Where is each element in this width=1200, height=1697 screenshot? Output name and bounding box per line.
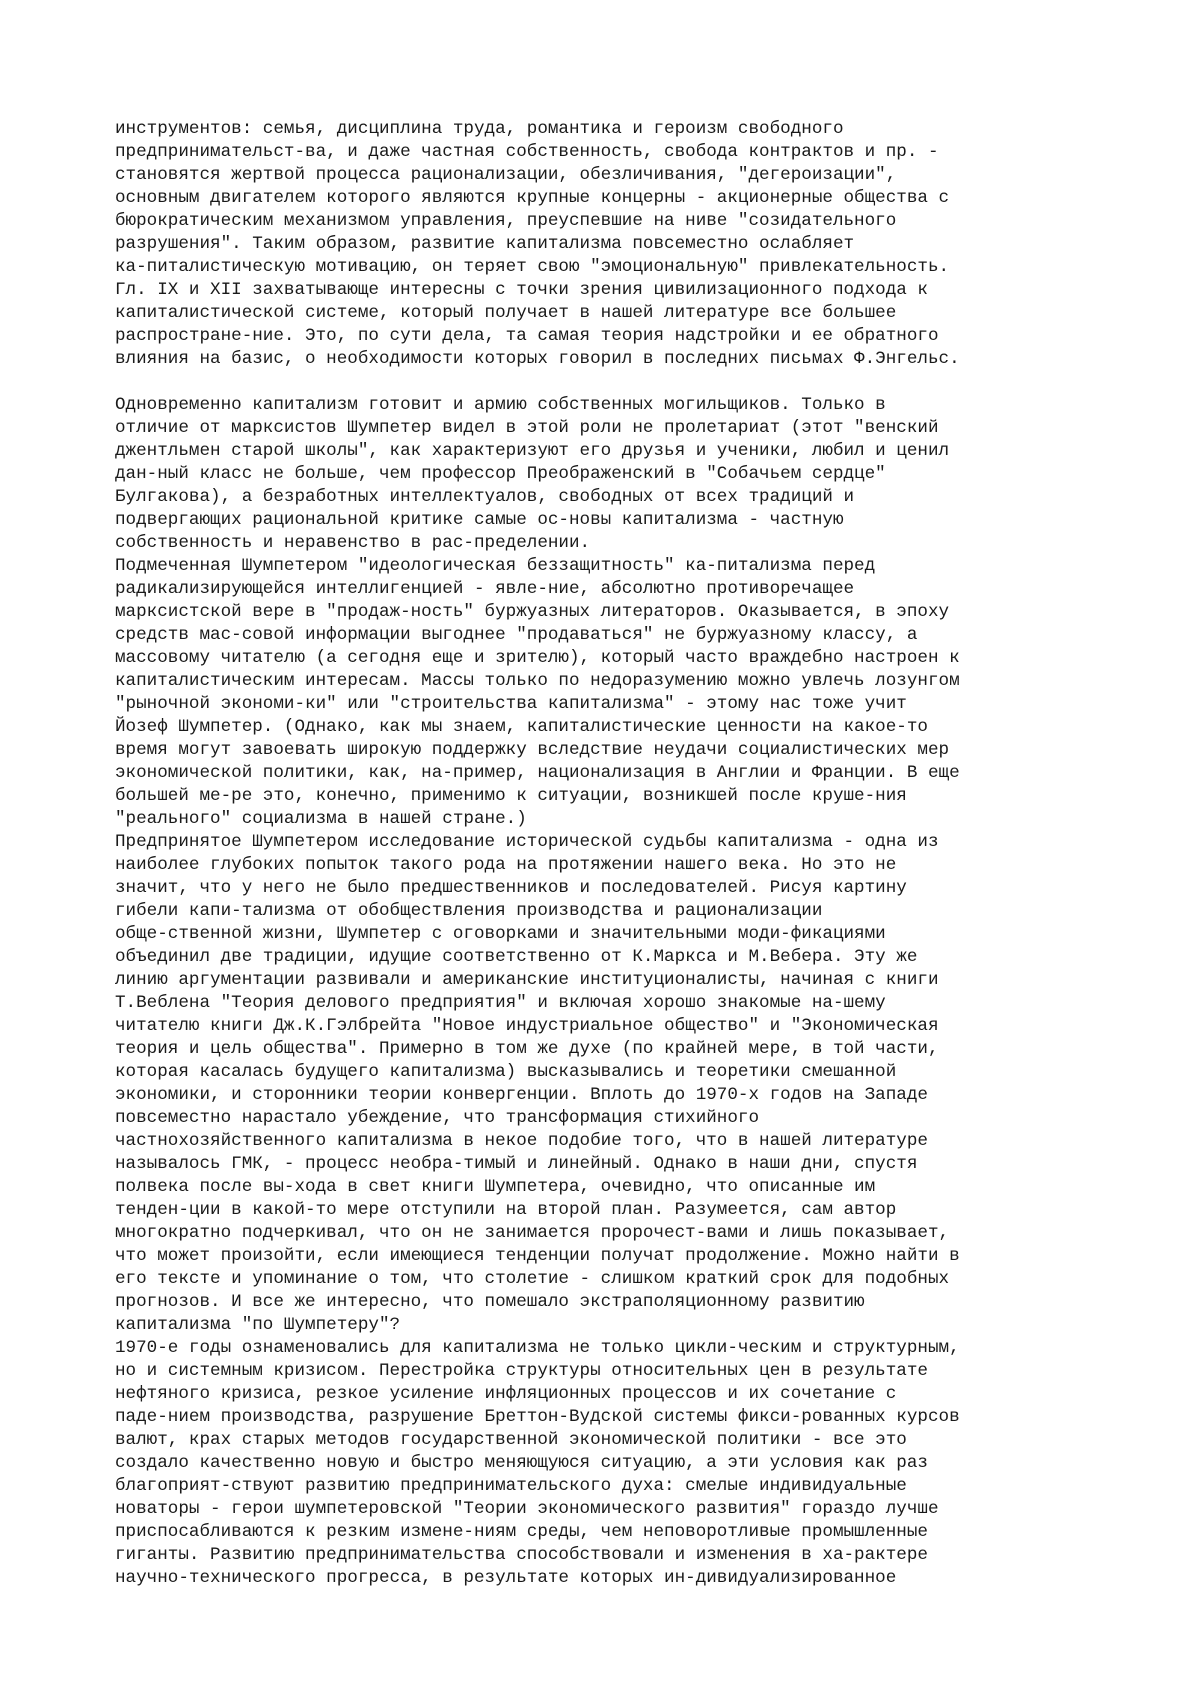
text-line: повсеместно нарастало убеждение, что трансформация стихийного bbox=[115, 1108, 760, 1128]
text-line: основным двигателем которого являются крупные концерны - акционерные общества с bbox=[115, 188, 950, 208]
text-line: Подмеченная Шумпетером "идеологическая беззащитность" ка-питализма перед bbox=[115, 556, 876, 576]
text-line: собственность и неравенство в рас-пределении. bbox=[115, 533, 591, 553]
text-line: гиганты. Развитию предпринимательства способствовали и изменения в ха-рактере bbox=[115, 1545, 928, 1565]
text-line: его тексте и упоминание о том, что столетие - слишком краткий срок для подобных bbox=[115, 1269, 950, 1289]
text-line: влияния на базис, о необходимости которых говорил в последних письмах Ф.Энгельс. bbox=[115, 349, 960, 369]
paragraph bbox=[115, 394, 1190, 1590]
text-line: Гл. IX и XII захватывающе интересны с точки зрения цивилизационного подхода к bbox=[115, 280, 928, 300]
text-line: капиталистической системе, который получает в нашей литературе все большее bbox=[115, 303, 897, 323]
text-line: "рыночной экономи-ки" или "строительства капитализма" - этому нас тоже учит bbox=[115, 694, 907, 714]
text-line: которая касалась будущего капитализма) высказывались и теоретики смешанной bbox=[115, 1062, 897, 1082]
text-line: большей ме-ре это, конечно, применимо к ситуации, возникшей после круше-ния bbox=[115, 786, 907, 806]
text-line: капиталистическим интересам. Массы только по недоразумению можно увлечь лозунгом bbox=[115, 671, 960, 691]
text-line: новаторы - герои шумпетеровской "Теории экономического развития" гораздо лучше bbox=[115, 1499, 939, 1519]
text-line: дан-ный класс не больше, чем профессор Преображенский в "Собачьем сердце" bbox=[115, 464, 886, 484]
text-line: средств мас-совой информации выгоднее "продаваться" не буржуазному классу, а bbox=[115, 625, 918, 645]
text-line: 1970-е годы ознаменовались для капитализма не только цикли-ческим и структурным, bbox=[115, 1338, 960, 1358]
text-line: паде-нием производства, разрушение Бреттон-Вудской системы фикси-рованных курсов bbox=[115, 1407, 960, 1427]
text-line: называлось ГМК, - процесс необра-тимый и линейный. Однако в наши дни, спустя bbox=[115, 1154, 918, 1174]
text-line: научно-технического прогресса, в результате которых ин-дивидуализированное bbox=[115, 1568, 897, 1588]
text-line: значит, что у него не было предшественников и последователей. Рисуя картину bbox=[115, 878, 907, 898]
text-line: создало качественно новую и быстро меняющуюся ситуацию, а эти условия как раз bbox=[115, 1453, 928, 1473]
text-line: теория и цель общества". Примерно в том же духе (по крайней мере, в той части, bbox=[115, 1039, 939, 1059]
text-line: Йозеф Шумпетер. (Однако, как мы знаем, капиталистические ценности на какое-то bbox=[115, 717, 928, 737]
text-line: бюрократическим механизмом управления, преуспевшие на ниве "созидательного bbox=[115, 211, 897, 231]
text-line: наиболее глубоких попыток такого рода на протяжении нашего века. Но это не bbox=[115, 855, 897, 875]
text-line: многократно подчеркивал, что он не занимается пророчест-вами и лишь показывает, bbox=[115, 1223, 950, 1243]
text-line: приспосабливаются к резким измене-ниям среды, чем неповоротливые промышленные bbox=[115, 1522, 928, 1542]
text-line: Предпринятое Шумпетером исследование исторической судьбы капитализма - одна из bbox=[115, 832, 939, 852]
text-line: время могут завоевать широкую поддержку вследствие неудачи социалистических мер bbox=[115, 740, 950, 760]
text-line: марксистской вере в "продаж-ность" буржуазных литераторов. Оказывается, в эпоху bbox=[115, 602, 950, 622]
text-line: что может произойти, если имеющиеся тенденции получат продолжение. Можно найти в bbox=[115, 1246, 960, 1266]
paragraph bbox=[115, 118, 1190, 371]
text-line: обще-ственной жизни, Шумпетер с оговорками и значительными моди-фикациями bbox=[115, 924, 886, 944]
text-line: линию аргументации развивали и американские институционалисты, начиная с книги bbox=[115, 970, 939, 990]
text-line: разрушения". Таким образом, развитие капитализма повсеместно ослабляет bbox=[115, 234, 855, 254]
text-line: "реального" социализма в нашей стране.) bbox=[115, 809, 527, 829]
text-line: радикализирующейся интеллигенцией - явле-ние, абсолютно противоречащее bbox=[115, 579, 855, 599]
text-line: экономической политики, как, на-пример, национализация в Англии и Франции. В еще bbox=[115, 763, 960, 783]
text-line: гибели капи-тализма от обобществления производства и рационализации bbox=[115, 901, 823, 921]
text-line: читателю книги Дж.К.Гэлбрейта "Новое индустриальное общество" и "Экономическая bbox=[115, 1016, 939, 1036]
text-line: валют, крах старых методов государственной экономической политики - все это bbox=[115, 1430, 907, 1450]
text-line: нефтяного кризиса, резкое усиление инфляционных процессов и их сочетание с bbox=[115, 1384, 897, 1404]
text-line: благоприят-ствуют развитию предпринимательского духа: смелые индивидуальные bbox=[115, 1476, 907, 1496]
text-line: отличие от марксистов Шумпетер видел в этой роли не пролетариат (этот "венский bbox=[115, 418, 939, 438]
paragraph-gap bbox=[115, 371, 1190, 394]
document-page bbox=[115, 118, 1190, 1590]
text-line: Одновременно капитализм готовит и армию собственных могильщиков. Только в bbox=[115, 395, 886, 415]
text-line: объединил две традиции, идущие соответственно от К.Маркса и М.Вебера. Эту же bbox=[115, 947, 918, 967]
text-line: инструментов: семья, дисциплина труда, романтика и героизм свободного bbox=[115, 119, 844, 139]
text-line: частнохозяйственного капитализма в некое подобие того, что в нашей литературе bbox=[115, 1131, 928, 1151]
text-line: Булгакова), а безработных интеллектуалов, свободных от всех традиций и bbox=[115, 487, 855, 507]
text-line: тенден-ции в какой-то мере отступили на второй план. Разумеется, сам автор bbox=[115, 1200, 897, 1220]
text-line: прогнозов. И все же интересно, что помешало экстраполяционному развитию bbox=[115, 1292, 865, 1312]
text-line: полвека после вы-хода в свет книги Шумпетера, очевидно, что описанные им bbox=[115, 1177, 876, 1197]
text-line: Т.Веблена "Теория делового предприятия" и включая хорошо знакомые на-шему bbox=[115, 993, 886, 1013]
text-line: капитализма "по Шумпетеру"? bbox=[115, 1315, 401, 1335]
text-line: массовому читателю (а сегодня еще и зрителю), который часто враждебно настроен к bbox=[115, 648, 960, 668]
text-line: становятся жертвой процесса рационализации, обезличивания, "дегероизации", bbox=[115, 165, 897, 185]
text-line: экономики, и сторонники теории конвергенции. Вплоть до 1970-х годов на Западе bbox=[115, 1085, 928, 1105]
text-line: но и системным кризисом. Перестройка структуры относительных цен в результате bbox=[115, 1361, 928, 1381]
text-line: джентльмен старой школы", как характеризуют его друзья и ученики, любил и ценил bbox=[115, 441, 950, 461]
text-line: подвергающих рациональной критике самые ос-новы капитализма - частную bbox=[115, 510, 844, 530]
text-line: распростране-ние. Это, по сути дела, та самая теория надстройки и ее обратного bbox=[115, 326, 939, 346]
text-line: предпринимательст-ва, и даже частная собственность, свобода контрактов и пр. - bbox=[115, 142, 939, 162]
text-line: ка-питалистическую мотивацию, он теряет свою "эмоциональную" привлекательность. bbox=[115, 257, 950, 277]
